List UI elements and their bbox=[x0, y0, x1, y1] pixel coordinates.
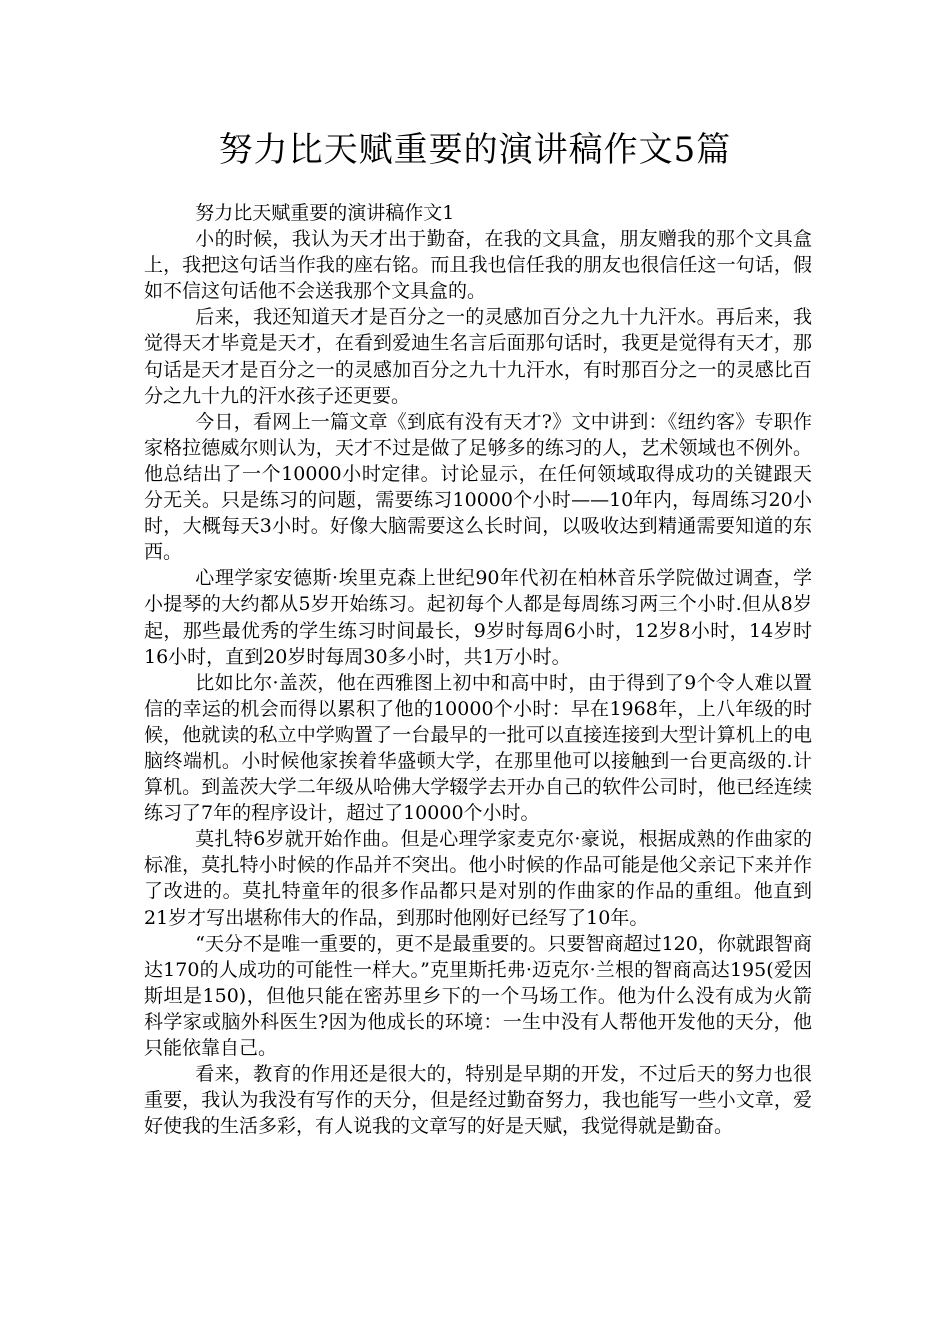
paragraph: 后来，我还知道天才是百分之一的灵感加百分之九十九汗水。再后来，我觉得天才毕竟是天才，在看到爱迪生名言后面那句话时，我更是觉得有天才，那句话是天才是百分之一的灵感加百分之九十九汗水，有时那百分之一的灵感比百分之九十九的汗水孩子还更要。 bbox=[144, 306, 812, 407]
document-body bbox=[144, 200, 812, 1139]
document-title: 努力比天赋重要的演讲稿作文5篇 bbox=[218, 130, 732, 170]
paragraph: 今日，看网上一篇文章《到底有没有天才?》文中讲到：《纽约客》专职作家格拉德威尔则认为，天才不过是做了足够多的练习的人，艺术领域也不例外。他总结出了一个10000小时定律。讨论显示，在任何领域取得成功的关键跟天分无关。只是练习的问题，需要练习10000个小时——10年内，每周练习20小时，大概每天3小时。好像大脑需要这么长时间，以吸收达到精通需要知道的东西。 bbox=[144, 410, 812, 564]
paragraph: 小的时候，我认为天才出于勤奋，在我的文具盒，朋友赠我的那个文具盒上，我把这句话当作我的座右铭。而且我也信任我的朋友也很信任这一句话，假如不信这句话他不会送我那个文具盒的。 bbox=[144, 228, 812, 303]
paragraph: 心理学家安德斯·埃里克森上世纪90年代初在柏林音乐学院做过调查，学小提琴的大约都从5岁开始练习。起初每个人都是每周练习两三个小时.但从8岁起，那些最优秀的学生练习时间最长，9岁时每周6小时，12岁8小时，14岁时16小时，直到20岁时每周30多小时，共1万小时。 bbox=[144, 567, 812, 668]
paragraph: 看来，教育的作用还是很大的，特别是早期的开发，不过后天的努力也很重要，我认为我没有写作的天分，但是经过勤奋努力，我也能写一些小文章，爱好使我的生活多彩，有人说我的文章写的好是天赋，我觉得就是勤奋。 bbox=[144, 1063, 812, 1138]
paragraph: 莫扎特6岁就开始作曲。但是心理学家麦克尔·豪说，根据成熟的作曲家的标准，莫扎特小时候的作品并不突出。他小时候的作品可能是他父亲记下来并作了改进的。莫扎特童年的很多作品都只是对别的作曲家的作品的重组。他直到21岁才写出堪称伟大的作品，到那时他刚好已经写了10年。 bbox=[144, 828, 812, 929]
paragraph: “天分不是唯一重要的，更不是最重要的。只要智商超过120，你就跟智商达170的人成功的可能性一样大。”克里斯托弗·迈克尔·兰根的智商高达195(爱因斯坦是150)，但他只能在密苏里乡下的一个马场工作。他为什么没有成为火箭科学家或脑外科医生?因为他成长的环境：一生中没有人帮他开发他的天分，他只能依靠自己。 bbox=[144, 932, 812, 1059]
paragraph: 比如比尔·盖茨，他在西雅图上初中和高中时，由于得到了9个令人难以置信的幸运的机会而得以累积了他的10000个小时：早在1968年，上八年级的时候，他就读的私立中学购置了一台最早的一批可以直接连接到大型计算机上的电脑终端机。小时候他家挨着华盛顿大学，在那里他可以接触到一台更高级的.计算机。到盖茨大学二年级从哈佛大学辍学去开办自己的软件公司时，他已经连续练习了7年的程序设计，超过了10000个小时。 bbox=[144, 671, 812, 825]
section-heading: 努力比天赋重要的演讲稿作文1 bbox=[195, 202, 455, 224]
